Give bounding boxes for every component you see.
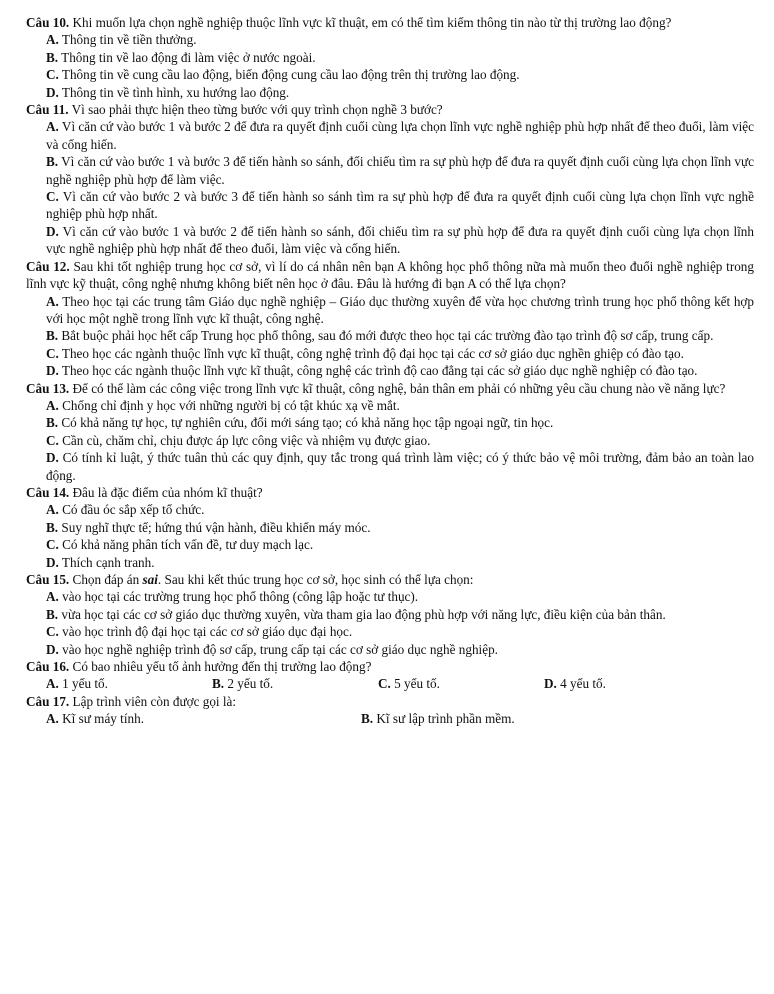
option-c xyxy=(26,66,754,83)
question-15 xyxy=(26,571,754,658)
option-a xyxy=(26,31,754,48)
option-d xyxy=(26,554,754,571)
option-a xyxy=(46,675,212,692)
question-stem: Sau khi tốt nghiệp trung học cơ sở, vì lí do cá nhân nên bạn A không học phổ thông nữa mà muốn theo đuổi nghề nghiệp trong lĩnh vực kỹ thuật, công nghệ nhưng không biết nên học ở đâu. Đâu là hướng đi bạn A có thể lựa chọn? xyxy=(26,258,754,292)
option-text: Có khả năng tự học, tự nghiên cứu, đổi mới sáng tạo; có khả năng học tập ngoại ngữ, tin học. xyxy=(61,415,554,431)
option-b xyxy=(26,519,754,536)
option-c xyxy=(378,675,544,692)
option-text: Vì căn cứ vào bước 2 và bước 3 để tiến hành so sánh tìm ra sự phù hợp để đưa ra quyết định cuối cùng lựa chọn lĩnh vực nghề nghiệp phù hợp nhất. xyxy=(46,189,754,222)
option-text: Có tính kỉ luật, ý thức tuân thủ các quy định, quy tắc trong quá trình làm việc; có ý thức bảo vệ môi trường, đảm bảo an toàn lao động. xyxy=(46,450,754,483)
option-b xyxy=(26,414,754,431)
option-text: Có đầu óc sắp xếp tổ chức. xyxy=(62,502,205,518)
question-number: Câu 12. xyxy=(26,258,70,274)
options-row xyxy=(26,675,754,692)
option-letter: D. xyxy=(46,363,59,379)
option-letter: A. xyxy=(46,589,59,605)
question-stem: Để có thể làm các công việc trong lĩnh vực kĩ thuật, công nghệ, bản thân em phải có những yêu cầu chung nào về năng lực? xyxy=(72,380,726,396)
question-16 xyxy=(26,658,754,693)
option-letter: B. xyxy=(361,711,374,727)
option-a xyxy=(26,501,754,518)
option-c xyxy=(26,536,754,553)
question-number: Câu 13. xyxy=(26,380,70,396)
question-stem: Lập trình viên còn được gọi là: xyxy=(72,693,237,709)
option-text: vào học trình độ đại học tại các cơ sở giáo dục đại học. xyxy=(62,624,353,640)
option-letter: C. xyxy=(46,624,59,640)
option-text: Thông tin về tiền thưởng. xyxy=(61,32,197,48)
question-number: Câu 10. xyxy=(26,15,70,30)
option-letter: D. xyxy=(46,641,59,657)
option-text: Có khả năng phân tích vấn đề, tư duy mạch lạc. xyxy=(62,537,314,553)
option-text: Chống chỉ định y học với những người bị có tật khúc xạ về mắt. xyxy=(62,397,400,413)
question-stem: Khi muốn lựa chọn nghề nghiệp thuộc lĩnh vực kĩ thuật, em có thể tìm kiếm thông tin nào từ thị trường lao động? xyxy=(72,15,672,30)
option-text: vào học nghề nghiệp trình độ sơ cấp, trung cấp tại các cơ sở giáo dục nghề nghiệp. xyxy=(62,641,498,657)
question-number: Câu 11. xyxy=(26,102,69,118)
option-text: Theo học các ngành thuộc lĩnh vực kĩ thuật, công nghệ các trình độ cao đẳng tại các sở giáo dục nghề nghiệp có đào tạo. xyxy=(61,363,698,379)
question-number: Câu 14. xyxy=(26,484,70,500)
option-letter: C. xyxy=(46,537,59,553)
option-letter: D. xyxy=(544,676,557,692)
question-stem: Có bao nhiêu yếu tố ảnh hưởng đến thị trường lao động? xyxy=(72,659,372,675)
question-number: Câu 16. xyxy=(26,659,70,675)
option-b xyxy=(26,153,754,188)
question-17 xyxy=(26,693,754,728)
option-text: 5 yếu tố. xyxy=(394,676,440,692)
option-text: Kĩ sư máy tính. xyxy=(62,711,144,727)
question-stem: Đâu là đặc điểm của nhóm kĩ thuật? xyxy=(72,484,263,500)
option-a xyxy=(46,710,361,727)
option-text: vào học tại các trường trung học phổ thông (công lập hoặc tư thục). xyxy=(62,589,419,605)
question-stem-pre: Chọn đáp án xyxy=(72,572,143,587)
question-11 xyxy=(26,101,754,258)
option-letter: C. xyxy=(46,67,59,83)
option-a xyxy=(26,293,754,328)
question-10 xyxy=(26,14,754,101)
option-letter: A. xyxy=(46,676,59,692)
question-stem: Vì sao phải thực hiện theo từng bước với quy trình chọn nghề 3 bước? xyxy=(71,102,443,118)
option-letter: B. xyxy=(46,328,59,344)
options-row xyxy=(26,710,754,727)
option-b xyxy=(212,675,378,692)
option-text: Thích cạnh tranh. xyxy=(61,554,155,570)
option-letter: A. xyxy=(46,293,59,309)
option-d xyxy=(26,641,754,658)
option-text: Theo học các ngành thuộc lĩnh vực kĩ thuật, công nghệ trình độ đại học tại các cơ sở giáo dục nghền ghiệp có đào tạo. xyxy=(61,345,684,361)
option-d xyxy=(26,84,754,101)
option-b xyxy=(361,710,676,727)
option-text: Thông tin về cung cầu lao động, biến động cung cầu lao động trên thị trường lao động. xyxy=(61,67,520,83)
option-letter: C. xyxy=(46,432,59,448)
option-letter: B. xyxy=(46,154,59,170)
option-a xyxy=(26,118,754,153)
option-letter: B. xyxy=(46,606,59,622)
option-letter: B. xyxy=(212,676,225,692)
option-text: 4 yếu tố. xyxy=(560,676,606,692)
option-text: Thông tin về tình hình, xu hướng lao động. xyxy=(61,84,290,100)
question-12 xyxy=(26,258,754,380)
option-b xyxy=(26,606,754,623)
option-text: Vì căn cứ vào bước 1 và bước 2 để tiến hành so sánh, đối chiếu tìm ra sự phù hợp để đưa ra quyết định cuối cùng lựa chọn lĩnh vực nghề nghiệp phù hợp nhất để theo đuổi, làm việc và cống hiến. xyxy=(46,223,754,257)
option-letter: D. xyxy=(46,223,59,239)
option-c xyxy=(26,432,754,449)
option-c xyxy=(26,345,754,362)
option-b xyxy=(26,327,754,344)
option-b xyxy=(26,49,754,66)
option-a xyxy=(26,397,754,414)
option-letter: B. xyxy=(46,49,59,65)
option-text: Thông tin về lao động đi làm việc ở nước ngoài. xyxy=(61,49,316,65)
option-text: Theo học tại các trung tâm Giáo dục nghề nghiệp – Giáo dục thường xuyên để vừa học chương trình trung học phổ thông kết hợp với học một nghề trong lĩnh vực kĩ thuật, công nghệ. xyxy=(46,293,754,326)
option-text: Vì căn cứ vào bước 1 và bước 2 để đưa ra quyết định cuối cùng lựa chọn lĩnh vực nghề nghiệp phù hợp nhất để theo đuổi, làm việc và cống hiến. xyxy=(46,119,755,152)
option-letter: A. xyxy=(46,397,59,413)
option-letter: C. xyxy=(46,189,59,205)
option-letter: B. xyxy=(46,415,59,431)
option-d xyxy=(26,449,754,484)
question-stem-emphasis: sai xyxy=(142,572,158,587)
option-d xyxy=(26,362,754,379)
option-c xyxy=(26,623,754,640)
option-a xyxy=(26,588,754,605)
option-text: 1 yếu tố. xyxy=(62,676,108,692)
option-letter: D. xyxy=(46,84,59,100)
option-letter: D. xyxy=(46,554,59,570)
option-text: Bắt buộc phải học hết cấp Trung học phổ thông, sau đó mới được theo học tại các trường đào tạo trình độ sơ cấp, trung cấp. xyxy=(61,328,714,344)
option-text: Suy nghĩ thực tế; hứng thú vận hành, điều khiển máy móc. xyxy=(61,519,371,535)
option-letter: A. xyxy=(46,711,59,727)
question-stem-post: . Sau khi kết thúc trung học cơ sở, học sinh có thể lựa chọn: xyxy=(157,572,474,587)
option-letter: B. xyxy=(46,519,59,535)
option-text: vừa học tại các cơ sở giáo dục thường xuyên, vừa tham gia lao động phù hợp với năng lực, điều kiện của bản thân. xyxy=(61,606,666,622)
option-d xyxy=(26,223,754,258)
option-text: 2 yếu tố. xyxy=(227,676,274,692)
question-number: Câu 15. xyxy=(26,572,70,587)
option-letter: A. xyxy=(46,119,59,135)
option-letter: C. xyxy=(378,676,391,692)
question-number: Câu 17. xyxy=(26,693,70,709)
question-14 xyxy=(26,484,754,571)
option-text: Vì căn cứ vào bước 1 và bước 3 để tiến hành so sánh, đối chiếu tìm ra sự phù hợp để đưa ra quyết định cuối cùng lựa chọn lĩnh vực nghề nghiệp phù hợp để làm việc. xyxy=(46,154,754,187)
option-letter: A. xyxy=(46,502,59,518)
option-d xyxy=(544,675,710,692)
option-c xyxy=(26,188,754,223)
option-letter: D. xyxy=(46,450,59,466)
question-13 xyxy=(26,380,754,484)
option-letter: A. xyxy=(46,32,59,48)
option-text: Cần cù, chăm chỉ, chịu được áp lực công việc và nhiệm vụ được giao. xyxy=(62,432,431,448)
option-letter: C. xyxy=(46,345,59,361)
option-text: Kĩ sư lập trình phần mềm. xyxy=(376,711,515,727)
